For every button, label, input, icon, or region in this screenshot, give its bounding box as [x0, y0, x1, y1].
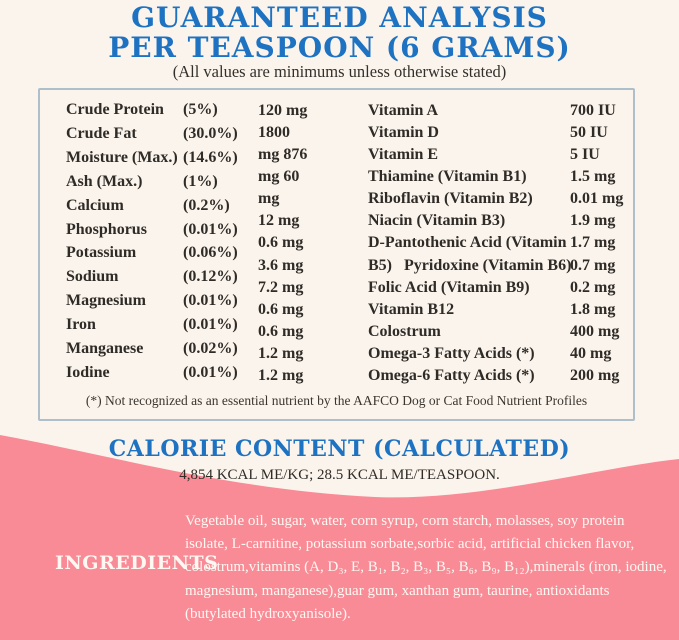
right-amount-column: [570, 100, 634, 387]
vitamin-label: Vitamin A: [368, 102, 439, 119]
nutrient-percent: (0.01%): [183, 363, 238, 381]
nutrient-percent: (0.01%): [183, 292, 238, 310]
nutrient-label: Manganese: [66, 340, 144, 358]
ingredients-line: magnesium, manganese),guar gum, xanthan gum, taurine, antioxidants: [185, 582, 610, 599]
title-line-1: GUARANTEED ANALYSIS: [131, 1, 548, 34]
nutrient-amount: 1.2 mg: [258, 366, 304, 384]
nutrient-percent: (0.02%): [183, 340, 238, 358]
vitamin-label: Colostrum: [368, 322, 441, 340]
ingredients-paragraph: [185, 510, 667, 626]
vitamin-label: B5) Pyridoxine (Vitamin B6): [368, 256, 572, 274]
right-nutrient-labels-column: [368, 100, 573, 387]
aafco-footnote: (*) Not recognized as an essential nutrient by the AAFCO Dog or Cat Food Nutrient Profiles: [85, 393, 588, 408]
nutrient-label: Crude Protein: [66, 101, 164, 118]
nutrient-amount: 3.6 mg: [258, 256, 304, 274]
nutrient-amount: 12 mg: [258, 212, 300, 230]
vitamin-label: Riboflavin (Vitamin B2): [368, 190, 533, 208]
vitamin-label: Omega-3 Fatty Acids (*): [368, 344, 535, 362]
left-nutrient-labels-column: [66, 98, 184, 385]
left-percent-column: [183, 98, 261, 385]
vitamin-label: Thiamine (Vitamin B1): [368, 168, 527, 186]
vitamin-amount: 700 IU: [570, 102, 616, 119]
nutrient-amount: 1800: [258, 124, 290, 142]
vitamin-label: Vitamin D: [368, 124, 439, 142]
vitamin-amount: 1.7 mg: [570, 234, 616, 252]
nutrient-amount: 0.6 mg: [258, 322, 304, 340]
nutrient-amount: 120 mg: [258, 102, 308, 119]
vitamin-label: Vitamin B12: [368, 300, 455, 318]
vitamin-amount: 0.01 mg: [570, 190, 624, 208]
vitamin-amount: 1.9 mg: [570, 212, 616, 230]
vitamin-amount: 50 IU: [570, 124, 608, 142]
nutrient-label: Crude Fat: [66, 124, 137, 142]
ingredients-line: Vegetable oil, sugar, water, corn syrup, corn starch, molasses, soy protein: [185, 513, 625, 529]
nutrient-label: Ash (Max.): [66, 172, 143, 190]
ingredients-line: (butylated hydroxyanisole).: [185, 605, 351, 622]
vitamin-amount: 0.7 mg: [570, 256, 616, 274]
nutrient-amount: 0.6 mg: [258, 300, 304, 318]
vitamin-label: Niacin (Vitamin B3): [368, 212, 506, 230]
vitamin-amount: 200 mg: [570, 366, 620, 384]
ingredients-line: colostrum,vitamins (A, D₃, E, B₁, B₂, B₃, B₅, B₆, B₉, B₁₂),minerals (iron, iodine,: [185, 559, 667, 576]
nutrient-percent: (0.2%): [183, 196, 230, 214]
vitamin-amount: 400 mg: [570, 322, 620, 340]
nutrient-percent: (5%): [183, 101, 218, 118]
vitamin-amount: 0.2 mg: [570, 278, 616, 296]
nutrient-amount: 7.2 mg: [258, 278, 304, 296]
left-amount-column: [258, 100, 353, 387]
nutrient-amount: mg 60: [258, 168, 300, 186]
vitamin-label: D-Pantothenic Acid (Vitamin: [368, 234, 567, 252]
nutrient-amount: 0.6 mg: [258, 234, 304, 252]
nutrient-percent: (14.6%): [183, 148, 238, 166]
vitamin-amount: 5 IU: [570, 146, 600, 164]
nutrient-label: Phosphorus: [66, 220, 147, 238]
nutrient-label: Magnesium: [66, 292, 146, 310]
nutrient-label: Sodium: [66, 268, 119, 286]
title-line-2: PER TEASPOON (6 GRAMS): [108, 31, 571, 64]
nutrient-label: Potassium: [66, 244, 137, 262]
nutrient-label: Calcium: [66, 196, 124, 214]
nutrient-amount: mg 876: [258, 146, 308, 164]
nutrient-percent: (0.01%): [183, 316, 238, 334]
guaranteed-analysis-box: [38, 88, 635, 421]
nutrient-label: Iodine: [66, 363, 110, 381]
vitamin-label: Vitamin E: [368, 146, 439, 164]
nutrient-percent: (0.01%): [183, 220, 238, 238]
nutrient-percent: (0.12%): [183, 268, 238, 286]
ingredients-line: isolate, L-carnitine, potassium sorbate,sorbic acid, artificial chicken flavor,: [185, 536, 635, 553]
nutrient-amount: mg: [258, 190, 280, 208]
vitamin-label: Folic Acid (Vitamin B9): [368, 278, 530, 296]
nutrient-percent: (1%): [183, 172, 218, 190]
subtitle: (All values are minimums unless otherwise stated): [172, 62, 507, 81]
page-title: [0, 3, 679, 63]
vitamin-amount: 1.8 mg: [570, 300, 616, 318]
nutrient-percent: (0.06%): [183, 244, 238, 262]
vitamin-amount: 1.5 mg: [570, 168, 616, 186]
vitamin-amount: 40 mg: [570, 344, 612, 362]
nutrient-label: Iron: [66, 316, 96, 334]
calorie-content-value: 4,854 KCAL ME/KG; 28.5 KCAL ME/TEASPOON.: [179, 467, 500, 483]
ingredients-heading: INGREDIENTS: [55, 552, 219, 574]
nutrient-amount: 1.2 mg: [258, 344, 304, 362]
calorie-content-title: CALORIE CONTENT (CALCULATED): [108, 436, 571, 462]
nutrient-label: Moisture (Max.): [66, 148, 178, 166]
vitamin-label: Omega-6 Fatty Acids (*): [368, 366, 535, 384]
nutrient-percent: (30.0%): [183, 124, 238, 142]
